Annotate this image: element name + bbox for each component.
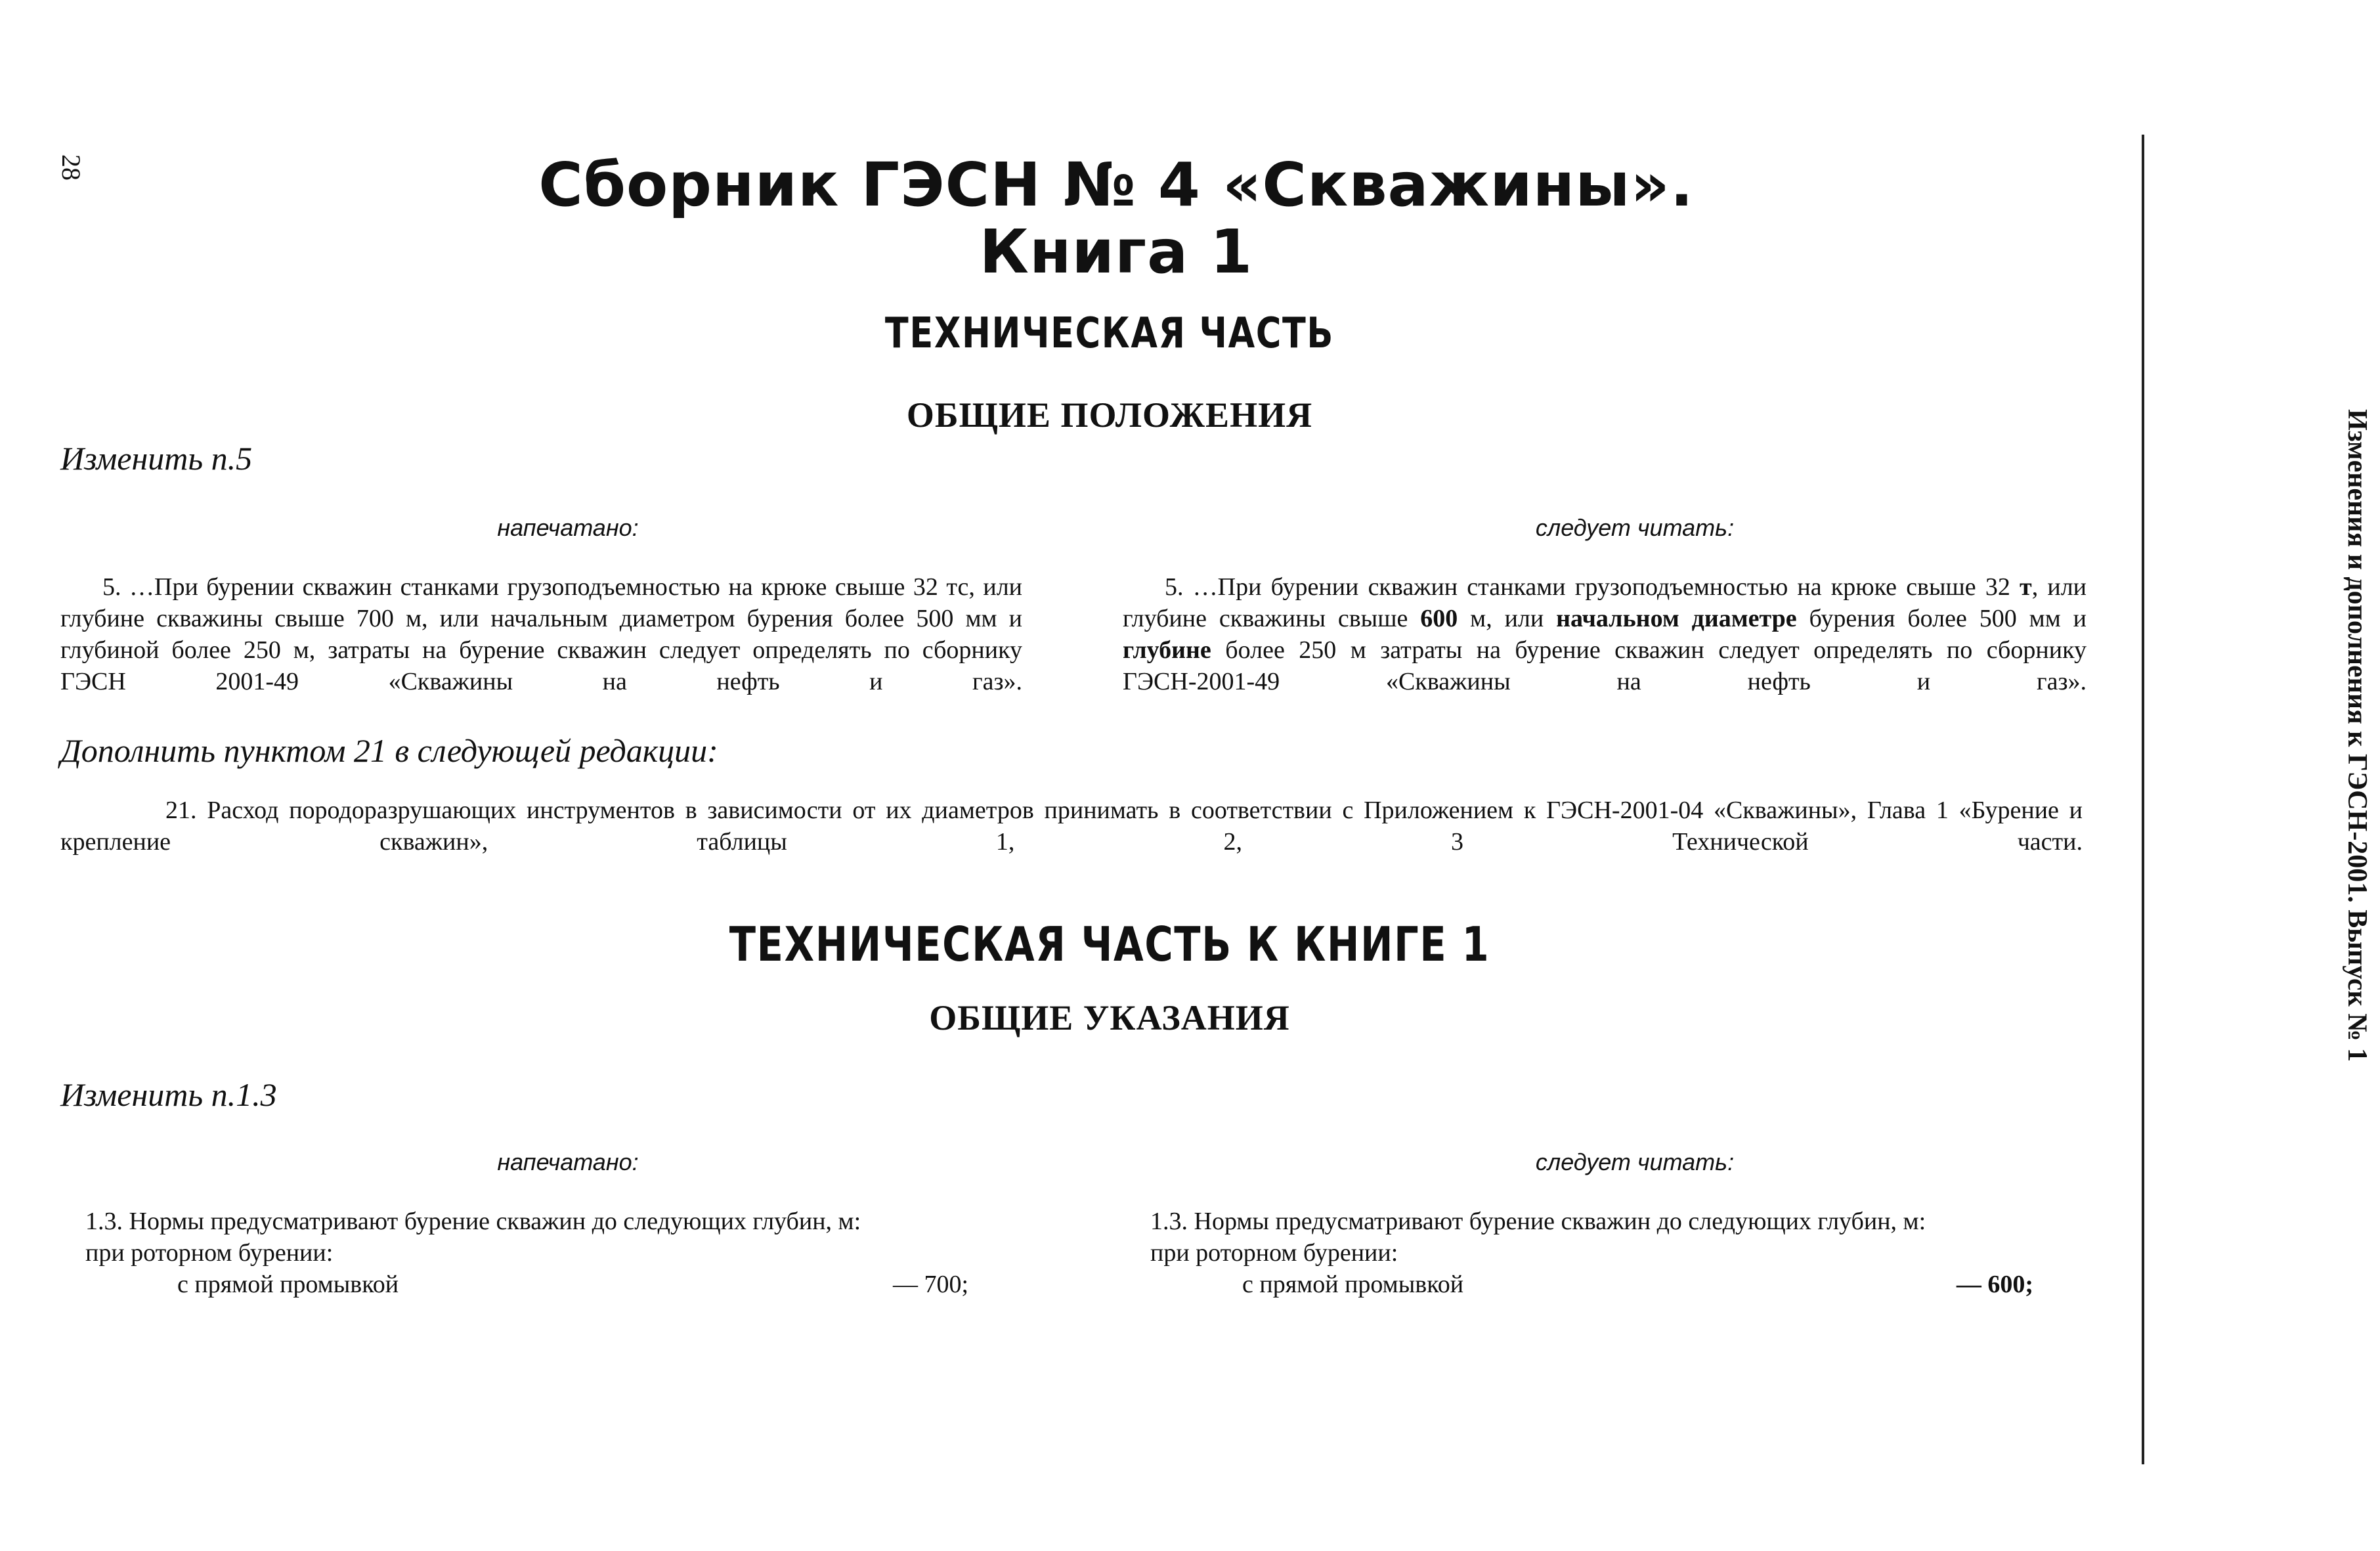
corrected-part: м, или xyxy=(1458,605,1557,632)
heading-technical-part: ТЕХНИЧЕСКАЯ ЧАСТЬ xyxy=(884,309,1335,358)
should-read-label-1: следует читать: xyxy=(1535,514,1735,541)
printed-paragraph: 5. …При бурении скважин станками грузоподъемностью на крюке свыше 32 тс, или глубине скважины свыше 700 м, или начальным диаметром бурения более 500 мм и глубиной более 250 м, затраты на бурение скважин следует определять по сборнику ГЭСН 2001-49 «Скважины на нефть и газ». xyxy=(60,573,1022,695)
addition-paragraph: 21. Расход породоразрушающих инструментов в зависимости от их диаметров принимать в соответствии с Приложением к ГЭСН-2001-04 «Скважины», Глава 1 «Бурение и крепление скважин», таблицы 1, 2, 3 Технической части. xyxy=(60,797,2083,856)
header-rule xyxy=(2142,135,2144,1464)
addition-text xyxy=(60,795,2083,889)
corrected-clause-1-3 xyxy=(1150,1206,2033,1300)
item-value: — 600; xyxy=(1956,1271,2033,1298)
corrected-bold: т xyxy=(2020,573,2032,601)
corrected-part: , или глубине скважины свыше xyxy=(1123,573,2087,632)
clause-item-row xyxy=(1150,1269,2033,1300)
item-label: с прямой промывкой xyxy=(177,1271,399,1298)
collection-title: Сборник ГЭСН № 4 «Скважины». xyxy=(538,150,1694,220)
item-label: с прямой промывкой xyxy=(1242,1271,1464,1298)
printed-clause-1-3 xyxy=(85,1206,968,1300)
running-header: Изменения и дополнения к ГЭСН-2001. Выпуск № 1 xyxy=(2342,409,2372,1062)
change-instruction-1: Изменить п.5 xyxy=(60,440,253,477)
corrected-part: бурения более 500 мм и xyxy=(1796,605,2087,632)
corrected-part: более 250 м затраты на бурение скважин следует определять по сборнику ГЭСН-2001-49 «Скважины на нефть и газ». xyxy=(1123,636,2087,695)
clause-line: при роторном бурении: xyxy=(1150,1239,1398,1267)
heading-general-provisions: ОБЩИЕ ПОЛОЖЕНИЯ xyxy=(906,395,1313,435)
clause-line: 1.3. Нормы предусматривают бурение скважин до следующих глубин, м: xyxy=(1150,1208,1926,1235)
page-number: 28 xyxy=(56,154,86,181)
corrected-bold: глубине xyxy=(1123,636,1211,664)
should-read-label-2: следует читать: xyxy=(1535,1148,1735,1175)
book-title: Книга 1 xyxy=(979,217,1253,287)
clause-line: при роторном бурении: xyxy=(85,1239,334,1267)
heading-technical-part-book1: ТЕХНИЧЕСКАЯ ЧАСТЬ К КНИГЕ 1 xyxy=(729,917,1490,972)
change-instruction-2: Изменить п.1.3 xyxy=(60,1076,277,1113)
clause-item-row xyxy=(85,1269,968,1300)
corrected-bold: начальном диаметре xyxy=(1556,605,1797,632)
printed-label-1: напечатано: xyxy=(497,514,639,541)
heading-general-instructions: ОБЩИЕ УКАЗАНИЯ xyxy=(929,998,1290,1038)
printed-text-1 xyxy=(60,571,1022,729)
corrected-text-1 xyxy=(1123,571,2087,729)
addition-instruction: Дополнить пунктом 21 в следующей редакции: xyxy=(60,732,718,769)
item-value: — 700; xyxy=(892,1271,968,1298)
corrected-part: 5. …При бурении скважин станками грузоподъемностью на крюке свыше 32 xyxy=(1165,573,2020,601)
clause-line: 1.3. Нормы предусматривают бурение скважин до следующих глубин, м: xyxy=(85,1208,861,1235)
printed-label-2: напечатано: xyxy=(497,1148,639,1175)
corrected-bold: 600 xyxy=(1420,605,1458,632)
corrected-paragraph xyxy=(1123,571,2087,729)
